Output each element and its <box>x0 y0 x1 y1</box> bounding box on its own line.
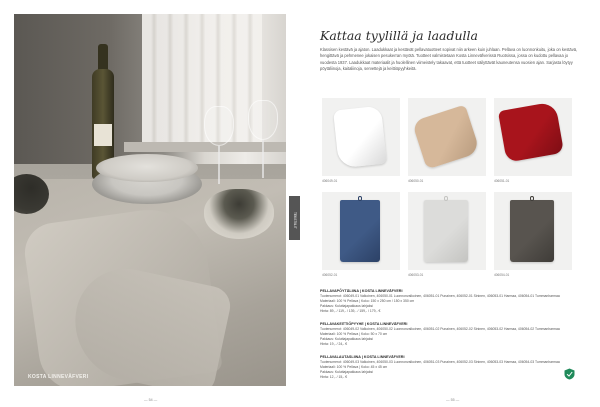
spec-block <box>320 322 580 347</box>
intro-text: Klassisen kestävä ja ajaton. Laadukkaat ja kestävät pellavatuotteet sopivat niin arkeen kuin juhlaan. Pellava on luonnonkuitu, joka on kestävä, hengittävä ja pehmenee jokaisen pesukerran myötä. Tuotteet valmistetaan Kosta Linneväfverissä Ruotsissa, jossa on kudottu pellavaa jo vuodesta 1937. Laadukkaat materiaalit ja huolellinen viimeistely takaavat, että tuotteet säilyttävät kauneutensa vuosien ajan. Sarjasta löytyy pöytäliinoja, kaitaliinoja, servettejä ja keittiöpyyhkeitä. <box>320 47 578 71</box>
spec-line: Pakkaus: Kuluttajapakkaus lahjaksi <box>320 303 373 308</box>
hanging-loop <box>444 196 448 201</box>
product-tile[interactable] <box>408 98 486 183</box>
product-sku: 406051-01 <box>494 179 510 183</box>
spec-line: Tuotenumerot: 406049-03 Valkoinen, 406050-03 Luonnonvalkoinen, 406051-03 Punainen, 406052-03 Sininen, 406053-03 Harmaa, 406054-03 Tummanharmaa <box>320 359 560 364</box>
page-number-left: — 54 — <box>144 398 158 402</box>
side-tab-label: TEKSTIILIT <box>293 212 297 229</box>
spec-line: Materiaali: 100 % Pellava | Koko: 45 x 45 cm <box>320 364 388 369</box>
product-tile[interactable] <box>322 98 400 183</box>
spec-heading: PELLAVALAUTASLIINA | KOSTA LINNEVÄFVERI <box>320 355 405 359</box>
towel-image <box>412 105 481 170</box>
spec-line: Hinta: 89,- / 119,- / 139,- / 159,- / 179,- € <box>320 308 381 313</box>
spec-line: Materiaali: 100 % Pellava | Koko: 50 x 70 cm <box>320 331 388 336</box>
towel-image <box>340 200 380 262</box>
photo-top-plate <box>96 154 198 182</box>
hanging-loop <box>358 196 362 201</box>
page-number-right: — 55 — <box>446 398 460 402</box>
photo-curtain <box>142 14 262 149</box>
spec-line: Pakkaus: Kuluttajapakkaus lahjaksi <box>320 336 373 341</box>
towel-image <box>498 101 564 162</box>
product-tile[interactable] <box>494 192 572 277</box>
product-tile[interactable] <box>322 192 400 277</box>
product-sku: 406053-01 <box>408 273 424 277</box>
photo-bottle-label <box>94 124 112 146</box>
section-side-tab[interactable] <box>289 196 300 240</box>
photo-ceramic-bowl <box>204 189 274 239</box>
spec-line: Hinta: 12,- / 15,- € <box>320 374 348 379</box>
page-title: Kattaa tyylillä ja laadulla <box>320 28 478 43</box>
product-sku: 406054-01 <box>494 273 510 277</box>
product-sku: 406052-01 <box>322 273 338 277</box>
spec-block <box>320 355 580 380</box>
photo-caption: KOSTA LINNEVÄFVERI <box>28 374 89 380</box>
eco-badge-icon <box>564 368 575 380</box>
photo-glass-stem <box>218 146 220 184</box>
photo-wine-glass <box>204 106 234 146</box>
towel-image <box>333 106 387 169</box>
hanging-loop <box>530 196 534 201</box>
product-sku: 406050-01 <box>408 179 424 183</box>
towel-image <box>424 200 468 262</box>
spec-block <box>320 289 580 314</box>
spec-line: Tuotenumerot: 406049-02 Valkoinen, 406050-02 Luonnonvalkoinen, 406051-02 Punainen, 406052-02 Sininen, 406053-02 Harmaa, 406054-02 Tummanharmaa <box>320 326 560 331</box>
product-sku: 406049-01 <box>322 179 338 183</box>
photo-wine-glass <box>248 100 278 140</box>
spec-line: Pakkaus: Kuluttajapakkaus lahjaksi <box>320 369 373 374</box>
product-tile[interactable] <box>408 192 486 277</box>
product-page <box>300 0 600 407</box>
spec-line: Hinta: 19,- / 24,- € <box>320 341 348 346</box>
product-tile[interactable] <box>494 98 572 183</box>
spec-line: Materiaali: 100 % Pellava | Koko: 150 x 250 cm / 150 x 350 cm <box>320 298 415 303</box>
spec-line: Tuotenumerot: 406049-01 Valkoinen, 406050-01 Luonnonvalkoinen, 406051-01 Punainen, 406052-01 Sininen, 406053-01 Harmaa, 406054-01 Tummanharmaa <box>320 293 560 298</box>
spec-heading: PELLAVAPÖYTÄLIINA | KOSTA LINNEVÄFVERI <box>320 289 403 293</box>
towel-image <box>510 200 554 262</box>
spec-heading: PELLAVAKEITTIÖPYYHE | KOSTA LINNEVÄFVERI <box>320 322 408 326</box>
photo-glass-stem <box>262 140 264 178</box>
lifestyle-photo <box>14 14 286 386</box>
